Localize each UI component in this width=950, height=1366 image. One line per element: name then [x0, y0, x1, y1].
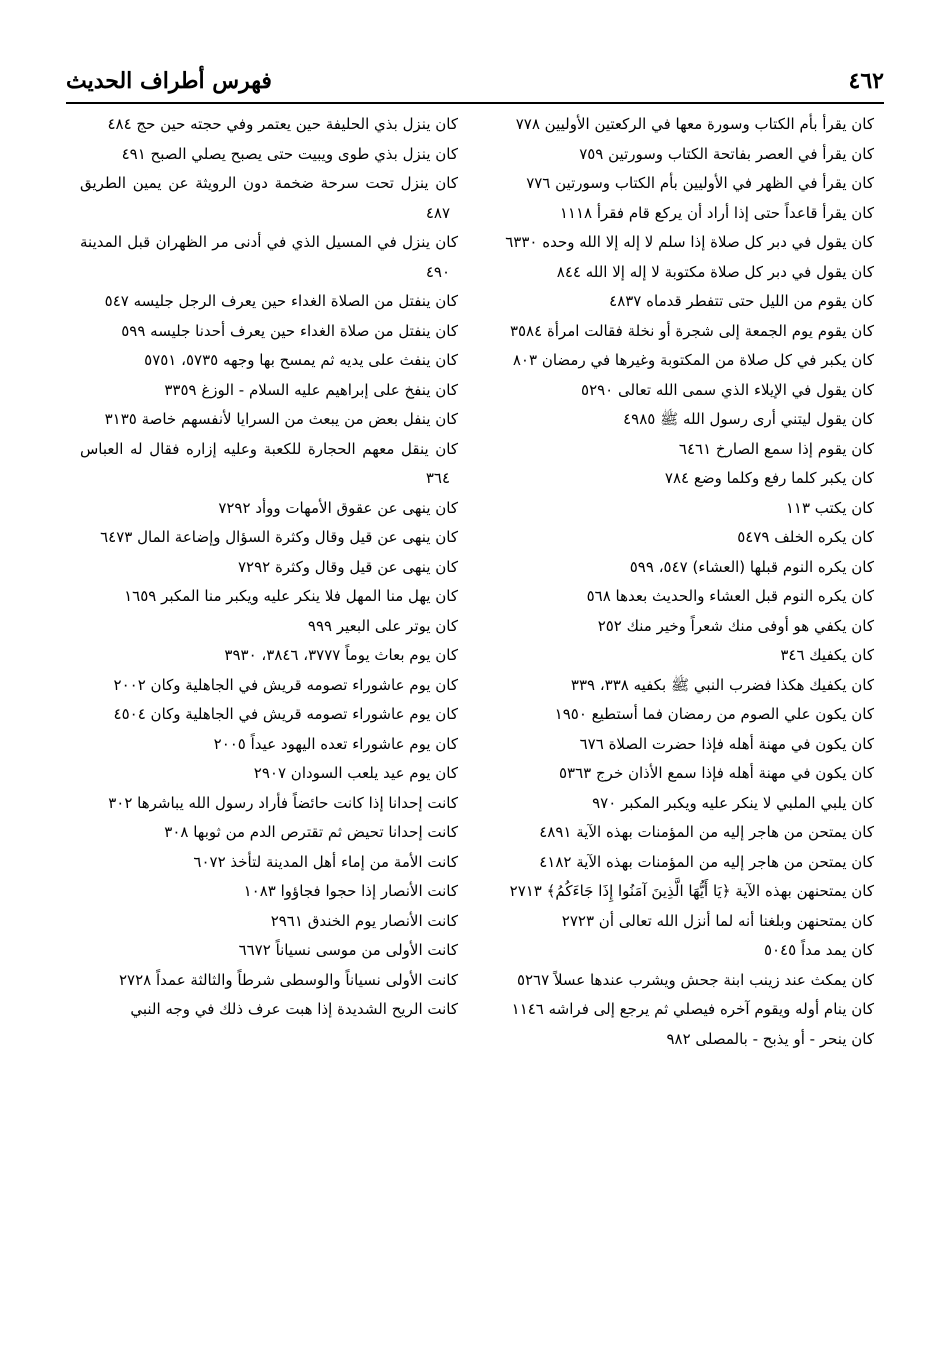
index-entry: كانت الريح الشديدة إذا هبت عرف ذلك في وجه النبي: [130, 1000, 458, 1018]
index-entry: كان يمتحنهن وبلغنا أنه لما أنزل الله تعالى أن ٢٧٢٣: [561, 911, 874, 930]
index-entry: كان يهل منا المهل فلا ينكر عليه ويكبر منا المكبر ١٦٥٩: [124, 587, 458, 605]
index-entry: كان يقول ليتني أرى رسول الله ﷺ ٤٩٨٥: [623, 410, 874, 428]
index-entry: كان يقرأ بأم الكتاب وسورة معها في الركعتين الأوليين ٧٧٨: [515, 115, 874, 133]
index-entry: كان يكره الخلف ٥٤٧٩: [737, 528, 874, 546]
index-entry: كانت الأنصار إذا حجوا فجاؤوا ١٠٨٣: [243, 882, 458, 900]
index-entry: كان ينزل في المسيل الذي في أدنى مر الظهران قبل المدينة ٤٩٠: [80, 233, 458, 281]
index-entry: كان ينحر - أو يذبح - بالمصلى ٩٨٢: [666, 1029, 874, 1048]
index-entry: كان يكبر كلما رفع وكلما وضع ٧٨٤: [664, 469, 874, 487]
index-entry: كانت الأنصار يوم الخندق ٢٩٦١: [270, 911, 458, 930]
index-entry: كان ينهى عن قيل وقال وكثرة السؤال وإضاعة المال ٦٤٧٣: [100, 528, 458, 546]
index-entry: كان يكبر في كل صلاة من المكتوبة وغيرها في رمضان ٨٠٣: [512, 351, 874, 369]
index-column-right: [491, 110, 874, 1054]
index-entry: كان ينفخ على إبراهيم عليه السلام - الوزغ ٣٣٥٩: [164, 380, 458, 399]
index-entry: كان يقوم يوم الجمعة إلى شجرة أو نخلة فقالت امرأة ٣٥٨٤: [509, 321, 874, 340]
index-column-left: [80, 110, 458, 1025]
index-entry: كان يوتر على البعير ٩٩٩: [307, 616, 458, 635]
index-entry: كان يمد مداً ٥٠٤٥: [763, 941, 874, 959]
index-entry: كان يكون في مهنة أهله فإذا حضرت الصلاة ٦٧٦: [579, 734, 874, 753]
page-header: [66, 58, 884, 104]
index-entry: كان يمتحنهن بهذه الآية ﴿يَا أَيُّهَا الَّذِينَ آمَنُوا إِذَا جَاءَكُمُ﴾ ٢٧١٣: [509, 882, 874, 900]
index-entry: كانت الأمة من إماء أهل المدينة لتأخذ ٦٠٧٢: [193, 852, 458, 871]
index-entry: كانت إحدانا إذا كانت حائضاً فأراد رسول الله يباشرها ٣٠٢: [108, 793, 458, 812]
index-entry: كان يكره النوم قبل العشاء والحديث بعدها ٥٦٨: [586, 587, 874, 605]
running-title: فهرس أطراف الحديث: [66, 68, 272, 94]
index-entry: كان يوم عاشوراء تصومه قريش في الجاهلية وكان ٢٠٠٢: [113, 675, 458, 694]
index-entry: كان يمتحن من هاجر إليه من المؤمنات بهذه الآية ٤٨٩١: [539, 823, 874, 841]
index-entry: كان يكون علي الصوم من رمضان فما أستطيع ١٩٥٠: [554, 705, 874, 723]
index-entry: كان ينزل بذي طوى ويبيت حتى يصبح يصلي الصبح ٤٩١: [121, 144, 458, 163]
index-entry: كان يقول في دبر كل صلاة مكتوبة لا إله إلا الله ٨٤٤: [556, 262, 874, 281]
index-entry: كان يوم عاشوراء تعده اليهود عيداً ٢٠٠٥: [213, 734, 458, 753]
index-entry: كان يكفيك هكذا فضرب النبي ﷺ بكفيه ٣٣٨، ٣٣٩: [570, 675, 874, 694]
index-entry: كان ينزل تحت سرحة ضخمة دون الرويثة عن يمين الطريق ٤٨٧: [80, 174, 458, 222]
index-entry: كان ينفث على يديه ثم يمسح بها وجهه ٥٧٣٥، ٥٧٥١: [144, 351, 458, 369]
index-entry: كان ينفتل من صلاة الغداء حين يعرف أحدنا جليسه ٥٩٩: [121, 321, 458, 340]
index-entry: كان يمتحن من هاجر إليه من المؤمنات بهذه الآية ٤١٨٢: [539, 852, 874, 871]
page-number: ٤٦٢: [848, 68, 884, 94]
index-entry: كانت الأولى نسياناً والوسطى شرطاً والثالثة عمداً ٢٧٢٨: [118, 970, 458, 989]
index-entry: كان يقول في دبر كل صلاة إذا سلم لا إله إلا الله وحده ٦٣٣٠: [505, 233, 874, 251]
index-entry: كان ينزل بذي الحليفة حين يعتمر وفي حجته حين حج ٤٨٤: [107, 115, 458, 133]
index-entry: كان يوم بعاث يوماً ٣٧٧٧، ٣٨٤٦، ٣٩٣٠: [224, 646, 458, 664]
index-entry: كان ينقل معهم الحجارة للكعبة وعليه إزاره فقال له العباس ٣٦٤: [80, 439, 458, 487]
index-entry: كان يقول في الإيلاء الذي سمى الله تعالى ٥٢٩٠: [581, 380, 874, 399]
index-entry: كان يقوم إذا سمع الصارخ ٦٤٦١: [678, 439, 874, 458]
index-entry: كان ينام أوله ويقوم آخره فيصلي ثم يرجع إلى فراشه ١١٤٦: [511, 1000, 874, 1018]
index-entry: كان ينفل بعض من يبعث من السرايا لأنفسهم خاصة ٣١٣٥: [104, 410, 458, 428]
index-entry: كانت إحدانا تحيض ثم تقترص الدم من ثوبها ٣٠٨: [164, 823, 458, 841]
index-entry: كان ينفتل من الصلاة الغداء حين يعرف الرجل جليسه ٥٤٧: [104, 292, 458, 310]
index-entry: كانت الأولى من موسى نسياناً ٦٦٧٢: [238, 941, 458, 959]
index-entry: كان ينهى عن قيل وقال وكثرة ٧٢٩٢: [237, 557, 458, 576]
index-entry: كان يقرأ في الظهر في الأوليين بأم الكتاب وسورتين ٧٧٦: [526, 174, 874, 192]
index-entry: كان يكره النوم قبلها (العشاء) ٥٤٧، ٥٩٩: [629, 557, 874, 576]
index-entry: كان يكفيك ٣٤٦: [780, 646, 874, 664]
index-entry: كان يقرأ قاعداً حتى إذا أراد أن يركع قام فقرأ ١١١٨: [559, 203, 874, 222]
index-entry: كان ينهى عن عقوق الأمهات ووأد ٧٢٩٢: [218, 498, 458, 517]
index-entry: كان يقوم من الليل حتى تتفطر قدماه ٤٨٣٧: [609, 292, 874, 310]
index-entry: كان يمكث عند زينب ابنة جحش ويشرب عندها عسلاً ٥٢٦٧: [516, 970, 874, 989]
index-entry: كان يلبي الملبي لا ينكر عليه ويكبر المكبر ٩٧٠: [592, 793, 874, 812]
index-entry: كان يقرأ في العصر بفاتحة الكتاب وسورتين ٧٥٩: [579, 144, 874, 163]
index-entry: كان يكون في مهنة أهله فإذا سمع الأذان خرج ٥٣٦٣: [558, 764, 874, 782]
index-entry: كان يوم عيد يلعب السودان ٢٩٠٧: [253, 764, 458, 782]
index-entry: كان يكفي هو أوفى منك شعراً وخير منك ٢٥٢: [597, 616, 874, 635]
index-entry: كان يكتب ١١٣: [785, 498, 874, 517]
index-entry: كان يوم عاشوراء تصومه قريش في الجاهلية وكان ٤٥٠٤: [113, 705, 458, 723]
